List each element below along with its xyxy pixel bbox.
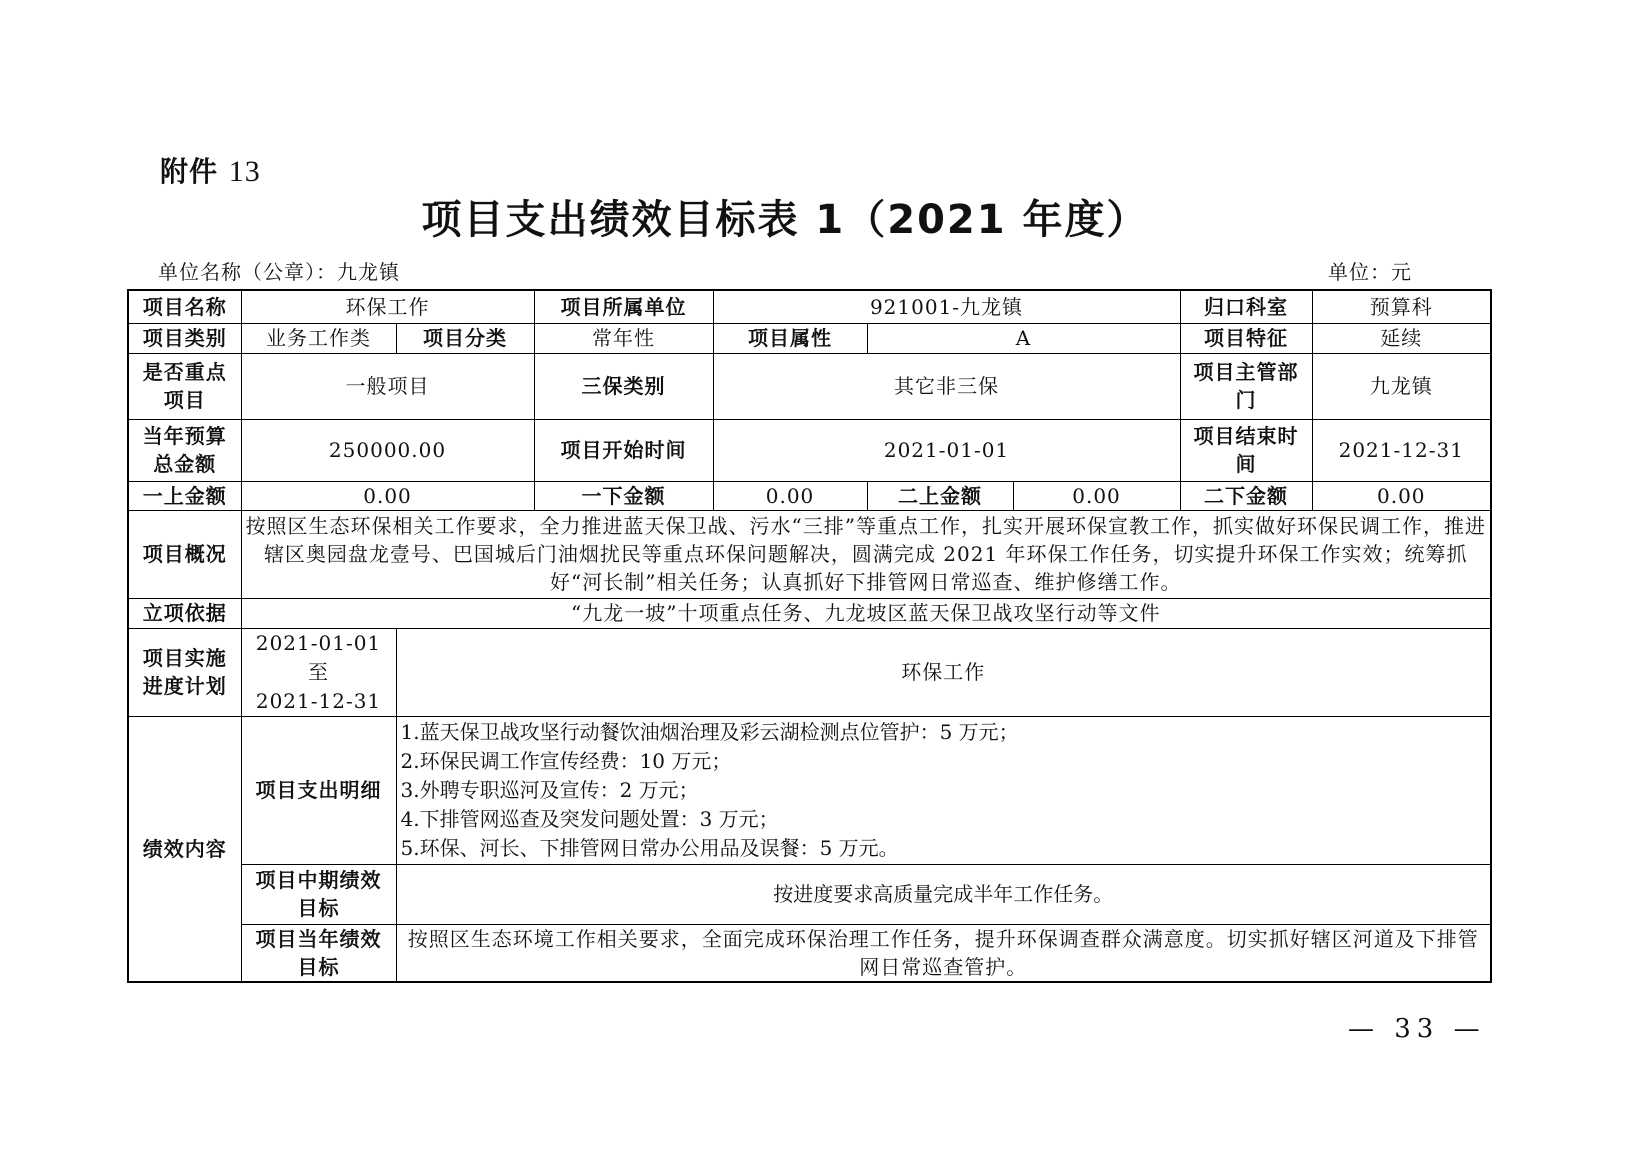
expense-detail-item: 1.蓝天保卫战攻坚行动餐饮油烟治理及彩云湖检测点位管护：5 万元； xyxy=(400,719,1019,744)
unit-name: 单位名称（公章）：九龙镇 xyxy=(158,260,400,284)
attachment-label xyxy=(160,150,261,190)
schedule-to: 至 xyxy=(308,659,329,684)
value-project-attribute: A xyxy=(867,323,1180,353)
label-performance: 绩效内容 xyxy=(128,716,241,982)
value-project-class: 常年性 xyxy=(534,323,713,353)
label-basis: 立项依据 xyxy=(128,598,241,628)
row-is-key xyxy=(128,353,1491,419)
label-responsible-office: 归口科室 xyxy=(1180,290,1312,323)
row-basis xyxy=(128,598,1491,628)
value-second-up: 0.00 xyxy=(1013,481,1180,510)
row-expense-detail xyxy=(128,716,1491,864)
row-project-name xyxy=(128,290,1491,323)
value-project-category: 业务工作类 xyxy=(241,323,396,353)
value-start-time: 2021-01-01 xyxy=(713,419,1180,481)
value-end-time: 2021-12-31 xyxy=(1312,419,1491,481)
expense-detail-item: 4.下排管网巡查及突发问题处置：3 万元； xyxy=(400,806,779,831)
expense-detail-item: 2.环保民调工作宣传经费：10 万元； xyxy=(400,748,732,773)
value-responsible-office: 预算科 xyxy=(1312,290,1491,323)
row-annual-budget xyxy=(128,419,1491,481)
schedule-start: 2021-01-01 xyxy=(255,630,382,655)
label-owning-unit: 项目所属单位 xyxy=(534,290,713,323)
expense-detail-item: 5.环保、河长、下排管网日常办公用品及误餐：5 万元。 xyxy=(400,835,899,860)
schedule-end: 2021-12-31 xyxy=(255,688,382,713)
label-mid-target: 项目中期绩效目标 xyxy=(241,864,396,924)
label-first-up: 一上金额 xyxy=(128,481,241,510)
label-end-time: 项目结束时间 xyxy=(1180,419,1312,481)
value-annual-budget: 250000.00 xyxy=(241,419,534,481)
row-annual-target xyxy=(128,924,1491,982)
row-amounts xyxy=(128,481,1491,510)
label-project-class: 项目分类 xyxy=(396,323,534,353)
value-is-key: 一般项目 xyxy=(241,353,534,419)
label-project-feature: 项目特征 xyxy=(1180,323,1312,353)
value-basis: “九龙一坡”十项重点任务、九龙坡区蓝天保卫战攻坚行动等文件 xyxy=(241,598,1491,628)
page-title: 项目支出绩效目标表 1（2021 年度） xyxy=(421,197,1149,243)
value-mid-target: 按进度要求高质量完成半年工作任务。 xyxy=(396,864,1491,924)
row-project-category xyxy=(128,323,1491,353)
value-owning-unit: 921001-九龙镇 xyxy=(713,290,1180,323)
value-supervising-dept: 九龙镇 xyxy=(1312,353,1491,419)
value-overview: 按照区生态环保相关工作要求，全力推进蓝天保卫战、污水“三排”等重点工作，扎实开展环保宣教工作，抓实做好环保民调工作，推进辖区奥园盘龙壹号、巴国城后门油烟扰民等重点环保问题解决，圆满完成 2021 年环保工作任务，切实提升环保工作实效；统筹抓好“河长制”相关任务；认真抓好下排管网日常巡查、维护修缮工作。 xyxy=(241,510,1491,598)
label-second-up: 二上金额 xyxy=(867,481,1013,510)
row-overview xyxy=(128,510,1491,598)
label-second-down: 二下金额 xyxy=(1180,481,1312,510)
label-start-time: 项目开始时间 xyxy=(534,419,713,481)
label-project-category: 项目类别 xyxy=(128,323,241,353)
label-three-guarantee: 三保类别 xyxy=(534,353,713,419)
value-first-up: 0.00 xyxy=(241,481,534,510)
value-project-name: 环保工作 xyxy=(241,290,534,323)
currency-unit: 单位：元 xyxy=(1328,260,1412,284)
label-project-attribute: 项目属性 xyxy=(713,323,867,353)
value-schedule-range xyxy=(241,628,396,716)
value-second-down: 0.00 xyxy=(1312,481,1491,510)
value-expense-detail xyxy=(396,716,1491,864)
label-supervising-dept: 项目主管部门 xyxy=(1180,353,1312,419)
label-annual-budget: 当年预算总金额 xyxy=(128,419,241,481)
row-mid-target xyxy=(128,864,1491,924)
page-number: — 33 — xyxy=(1348,1014,1486,1044)
value-schedule-content: 环保工作 xyxy=(396,628,1491,716)
performance-target-table xyxy=(127,289,1492,983)
attachment-number: 13 xyxy=(228,155,261,188)
value-project-feature: 延续 xyxy=(1312,323,1491,353)
row-schedule xyxy=(128,628,1491,716)
label-project-name: 项目名称 xyxy=(128,290,241,323)
label-expense-detail: 项目支出明细 xyxy=(241,716,396,864)
label-schedule: 项目实施进度计划 xyxy=(128,628,241,716)
value-annual-target: 按照区生态环境工作相关要求，全面完成环保治理工作任务，提升环保调查群众满意度。切实抓好辖区河道及下排管网日常巡查管护。 xyxy=(396,924,1491,982)
expense-detail-item: 3.外聘专职巡河及宣传：2 万元； xyxy=(400,777,699,802)
label-first-down: 一下金额 xyxy=(534,481,713,510)
value-three-guarantee: 其它非三保 xyxy=(713,353,1180,419)
label-is-key: 是否重点项目 xyxy=(128,353,241,419)
value-first-down: 0.00 xyxy=(713,481,867,510)
label-annual-target: 项目当年绩效目标 xyxy=(241,924,396,982)
label-overview: 项目概况 xyxy=(128,510,241,598)
attachment-prefix: 附件 xyxy=(160,155,219,188)
